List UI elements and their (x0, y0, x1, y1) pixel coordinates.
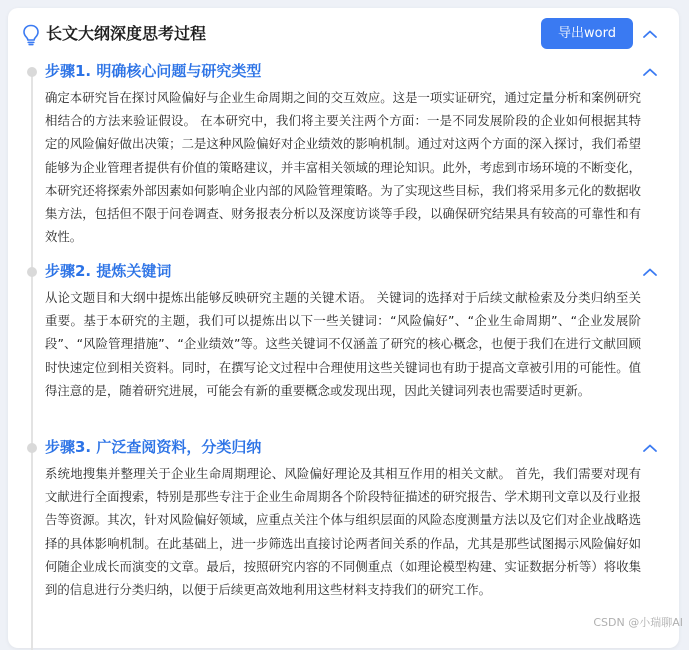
timeline-dot (27, 267, 37, 277)
step-3-body: 系统地搜集并整理关于企业生命周期理论、风险偏好理论及其相互作用的相关文献。 首先，我们需要对现有文献进行全面搜索，特别是那些专注于企业生命周期各个阶段特征描述的研究报告、学术期刊文章以及行业报告等资源。其次，针对风险偏好领域，应重点关注个体与组织层面的风险态度测量方法以及它们对企业战略选择的具体影响机制。在此基础上，进一步筛选出直接讨论两者间关系的作品，尤其是那些试图揭示风险偏好如何随企业成长而演变的文章。最后，按照研究内容的不同侧重点（如理论模型构建、实证数据分析等）将收集到的信息进行分类归纳，以便于后续更高效地利用这些材料支持我们的研究工作。 (45, 462, 641, 601)
step-1-body: 确定本研究旨在探讨风险偏好与企业生命周期之间的交互效应。这是一项实证研究，通过定量分析和案例研究相结合的方法来验证假设。 在本研究中，我们将主要关注两个方面：一是不同发展阶段的企业如何根据其特定的风险偏好做出决策；二是这种风险偏好对企业绩效的影响机制。通过对这两个方面的深入探讨，我们希望能够为企业管理者提供有价值的策略建议，并丰富相关领域的理论知识。此外，考虑到市场环境的不断变化，本研究还将探索外部因素如何影响企业内部的风险管理策略。为了实现这些目标，我们将采用多元化的数据收集方法，包括但不限于问卷调查、财务报表分析以及深度访谈等手段，以确保研究结果具有较高的可靠性和有效性。 (45, 86, 641, 248)
timeline-dot (27, 67, 37, 77)
lightbulb-icon (22, 24, 40, 46)
step-3-collapse-chevron-up-icon[interactable] (642, 443, 658, 453)
step-1-title: 步骤1. 明确核心问题与研究类型 (45, 60, 261, 82)
step-2-body: 从论文题目和大纲中提炼出能够反映研究主题的关键术语。 关键词的选择对于后续文献检索及分类归纳至关重要。基于本研究的主题，我们可以提炼出以下一些关键词：“风险偏好”、“企业生命周期”、“企业发展阶段”、“风险管理措施”、“企业绩效”等。这些关键词不仅涵盖了研究的核心概念，也便于我们在进行文献回顾时快速定位到相关资料。同时，在撰写论文过程中合理使用这些关键词也有助于提高文章被引用的可能性。值得注意的是，随着研究进展，可能会有新的重要概念或发现出现，因此关键词列表也需要适时更新。 (45, 286, 641, 402)
step-1-collapse-chevron-up-icon[interactable] (642, 67, 658, 77)
timeline-dot (27, 443, 37, 453)
outline-card (8, 8, 679, 648)
step-2-title: 步骤2. 提炼关键词 (45, 260, 171, 282)
timeline-line (31, 70, 33, 650)
card-header (8, 8, 679, 60)
export-word-button[interactable]: 导出word (541, 18, 633, 49)
collapse-all-chevron-up-icon[interactable] (642, 29, 658, 39)
watermark: CSDN @小瑞聊AI (593, 614, 683, 630)
step-3-title: 步骤3. 广泛查阅资料，分类归纳 (45, 436, 261, 458)
page-title: 长文大纲深度思考过程 (46, 22, 206, 46)
step-2-collapse-chevron-up-icon[interactable] (642, 267, 658, 277)
